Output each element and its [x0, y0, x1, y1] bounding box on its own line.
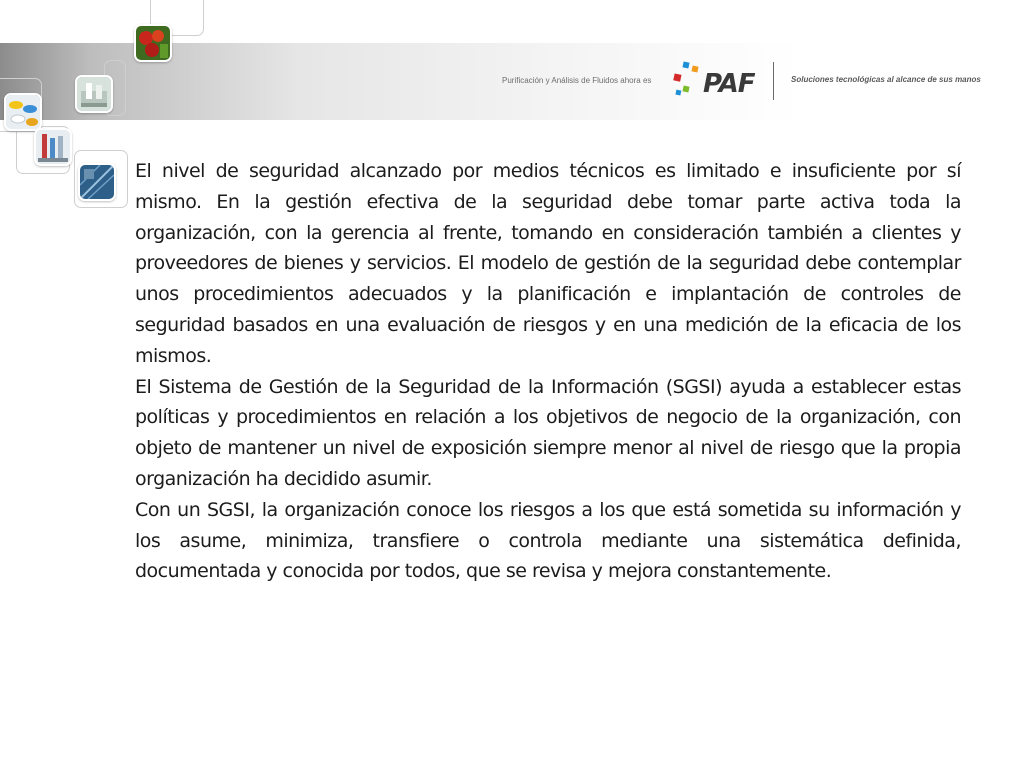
laboratory-photo-icon	[75, 75, 113, 113]
capsules-photo-icon	[4, 93, 42, 131]
lab-equipment-photo-icon	[34, 128, 72, 166]
paf-logo-text: PAF	[703, 69, 755, 99]
header-tagline-left: Purificación y Análisis de Fluidos ahora es	[502, 76, 652, 85]
paf-logo	[672, 60, 764, 100]
engineering-photo-icon	[78, 163, 116, 201]
vegetables-photo-icon	[134, 24, 172, 62]
paragraph: El Sistema de Gestión de la Seguridad de la Información (SGSI) ayuda a establecer estas políticas y procedimientos en relación a los objetivos de negocio de la organización, con objeto de mantener un nivel de exposición siempre menor al nivel de riesgo que la propia organización ha decidido asumir.	[135, 375, 961, 490]
main-text-block	[135, 156, 961, 587]
logo-divider	[773, 62, 774, 100]
paragraph: Con un SGSI, la organización conoce los riesgos a los que está sometida su información y los asume, minimiza, transfiere o controla mediante una sistemática definida, documentada y conocida por todos, que se revisa y mejora constantemente.	[135, 498, 961, 583]
paragraph: El nivel de seguridad alcanzado por medios técnicos es limitado e insuficiente por sí mismo. En la gestión efectiva de la seguridad debe tomar parte activa toda la organización, con la gerencia al frente, tomando en consideración también a clientes y proveedores de bienes y servicios. El modelo de gestión de la seguridad debe contemplar unos procedimientos adecuados y la planificación e implantación de controles de seguridad basados en una evaluación de riesgos y en una medición de la eficacia de los mismos.	[135, 160, 961, 367]
header-tagline-right: Soluciones tecnológicas al alcance de sus manos	[791, 75, 981, 84]
